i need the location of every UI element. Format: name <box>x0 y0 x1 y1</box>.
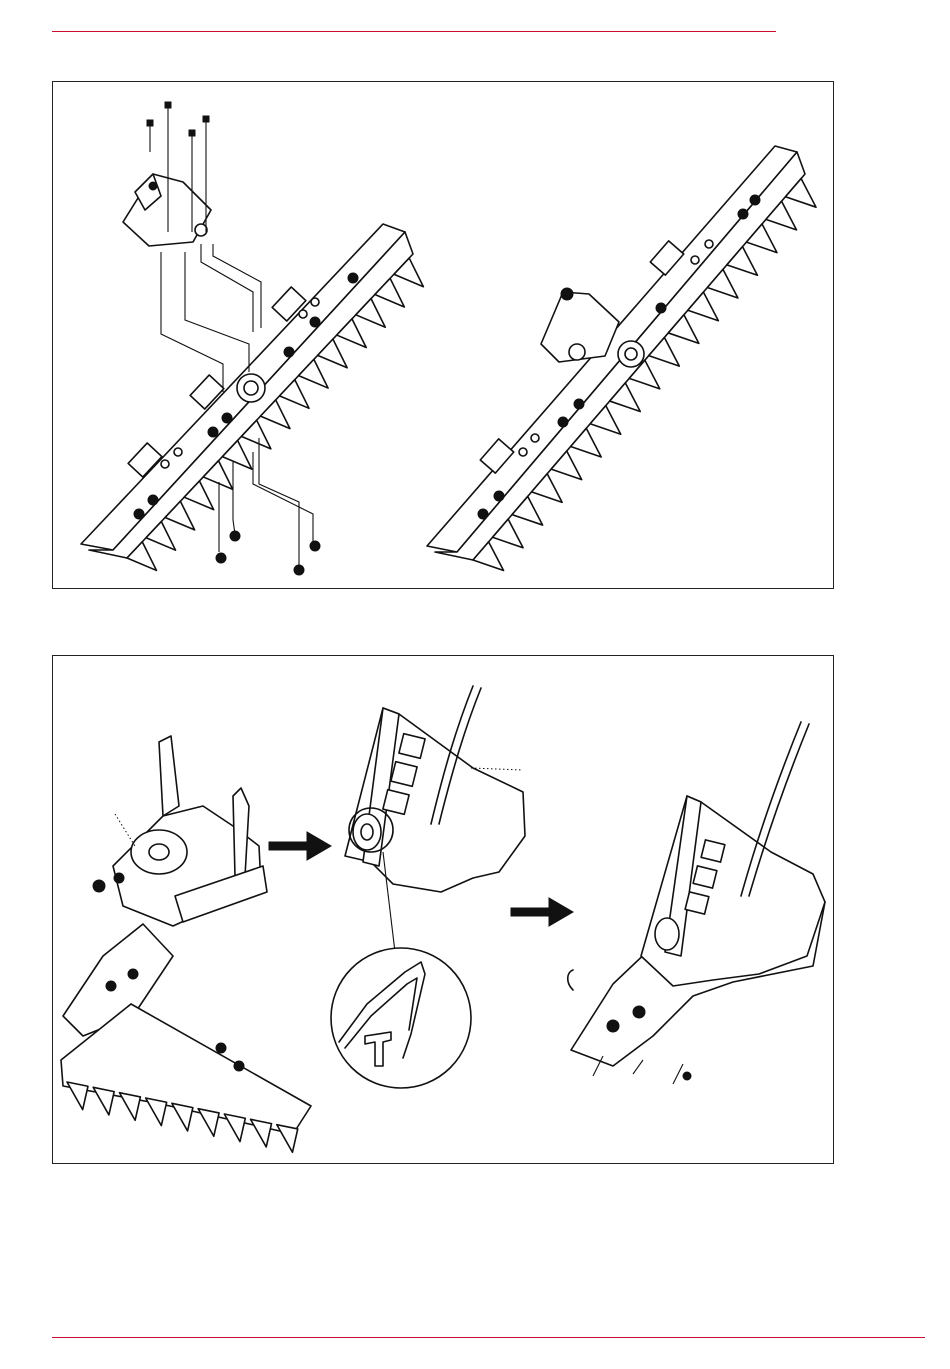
guard-installation-diagram <box>53 656 833 1163</box>
exploded-cutter-bar <box>81 102 423 575</box>
figure-cutter-bar-assembly <box>52 81 834 589</box>
cutter-tooth <box>146 1098 167 1126</box>
bar-with-housing <box>61 736 311 1152</box>
cutter-tooth <box>277 1125 298 1153</box>
figure-guard-installation <box>52 655 834 1164</box>
assembled-cutter-bar <box>427 146 816 570</box>
cutter-tooth <box>198 1109 219 1137</box>
header-rule <box>52 31 776 32</box>
cutter-tooth <box>172 1103 193 1131</box>
cutter-tooth <box>93 1087 114 1115</box>
cutter-tooth <box>224 1114 245 1142</box>
cutter-tooth <box>251 1119 272 1147</box>
blade-guard <box>345 686 525 892</box>
arrow-step-1-icon <box>269 832 331 860</box>
cutter-bar-diagram <box>53 82 833 588</box>
arrow-step-2-icon <box>511 898 573 926</box>
footer-rule <box>52 1337 925 1338</box>
installed-assembly <box>568 722 825 1084</box>
cutter-tooth <box>67 1082 88 1110</box>
cutter-tooth <box>119 1093 140 1121</box>
